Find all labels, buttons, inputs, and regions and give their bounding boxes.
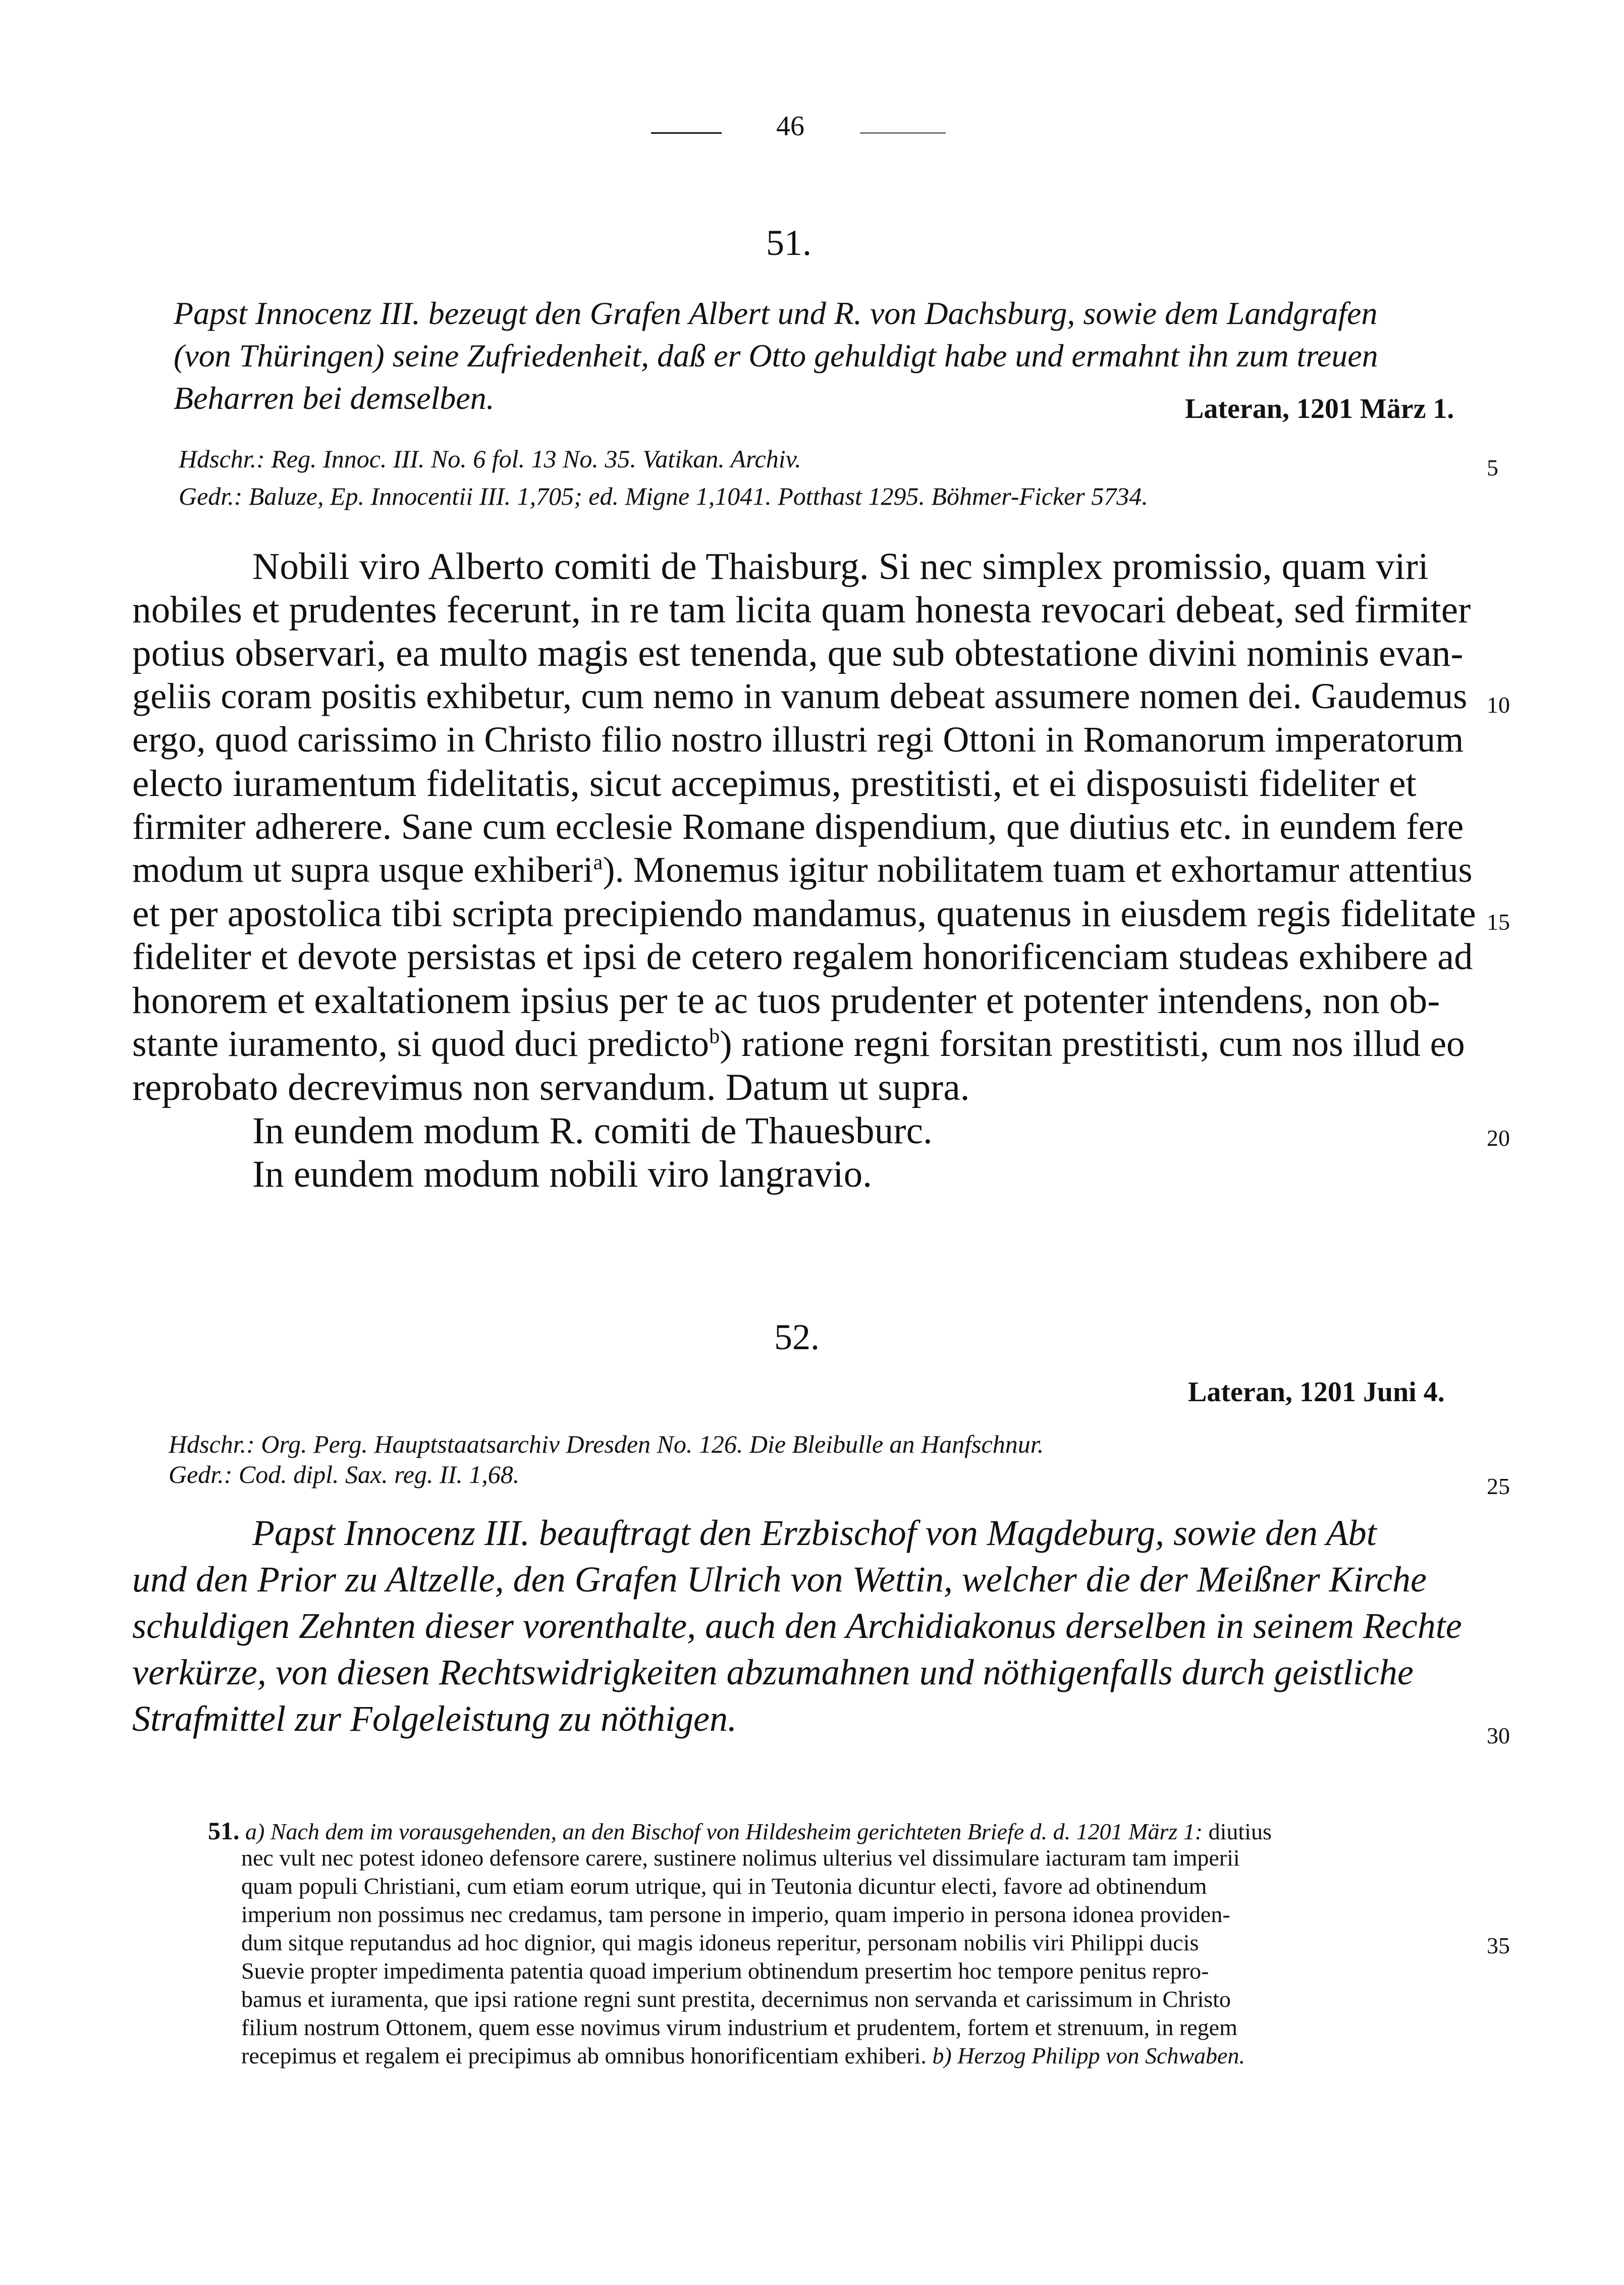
doc51-text-line: fideliter et devote persistas et ipsi de cetero regalem honorificenciam studeas exhibere ad <box>132 936 1473 978</box>
doc51-text-line: honorem et exaltationem ipsius per te ac tuos prudenter et potenter intendens, non ob- <box>132 980 1440 1022</box>
footnote-line: nec vult nec potest idoneo defensore carere, sustinere nolimus ulterius vel dissimulare iacturam tam imperii <box>241 1845 1240 1871</box>
doc52-summary-line: und den Prior zu Altzelle, den Grafen Ulrich von Wettin, welcher die der Meißner Kirche <box>132 1559 1427 1600</box>
doc52-manuscript-ref: Hdschr.: Org. Perg. Hauptstaatsarchiv Dresden No. 126. Die Bleibulle an Hanfschnur. <box>169 1430 1044 1458</box>
doc51-text-line: potius observari, ea multo magis est tenenda, que sub obtestatione divini nominis evan- <box>132 632 1464 674</box>
doc51-text-line: In eundem modum R. comiti de Thauesburc. <box>252 1110 933 1152</box>
doc51-text-line: et per apostolica tibi scripta precipiendo mandamus, quatenus in eiusdem regis fidelitate <box>132 893 1476 935</box>
footnote-line: imperium non possimus nec credamus, tam persone in imperio, quam imperio in persona idonea providen- <box>241 1901 1230 1927</box>
doc51-text-line: Nobili viro Alberto comiti de Thaisburg. Si nec simplex promissio, quam viri <box>252 546 1429 588</box>
line-number: 35 <box>1487 1933 1510 1958</box>
doc51-text-line: firmiter adherere. Sane cum ecclesie Romane dispendium, que diutius etc. in eundem fere <box>132 806 1464 847</box>
doc52-summary-line: Papst Innocenz III. beauftragt den Erzbischof von Magdeburg, sowie den Abt <box>252 1513 1377 1553</box>
doc52-summary-line: verkürze, von diesen Rechtswidrigkeiten abzumahnen und nöthigenfalls durch geistliche <box>132 1652 1414 1692</box>
header-rule-left <box>651 132 722 134</box>
footnote-line: filium nostrum Ottonem, quem esse novimus virum industrium et prudentem, fortem et strenuum, in regem <box>241 2014 1237 2040</box>
doc52-place-date: Lateran, 1201 Juni 4. <box>1188 1376 1445 1408</box>
doc51-print-ref: Gedr.: Baluze, Ep. Innocentii III. 1,705; ed. Migne 1,1041. Potthast 1295. Böhmer-Ficker 5734. <box>179 482 1148 510</box>
line-number: 10 <box>1487 692 1510 718</box>
line-number: 30 <box>1487 1723 1510 1748</box>
doc51-summary-line: Papst Innocenz III. bezeugt den Grafen Albert und R. von Dachsburg, sowie dem Landgrafen <box>174 295 1378 331</box>
footnote-line: 51. a) Nach dem im vorausgehenden, an den Bischof von Hildesheim gerichteten Briefe d. d. 1201 März 1: diutius <box>208 1817 1272 1845</box>
footnote-line: Suevie propter impedimenta patentia quoad imperium obtinendum presertim hoc tempore penitus repro- <box>241 1958 1209 1984</box>
doc51-text-line: In eundem modum nobili viro langravio. <box>252 1153 873 1195</box>
header-rule-right <box>860 132 946 134</box>
footnote-label: 51. <box>208 1817 240 1845</box>
doc51-text-line: electo iuramentum fidelitatis, sicut accepimus, prestitisti, et ei disposuisti fideliter et <box>132 763 1417 805</box>
doc51-summary-line: (von Thüringen) seine Zufriedenheit, daß er Otto gehuldigt habe und ermahnt ihn zum treuen <box>174 338 1378 374</box>
doc51-text-line: stante iuramento, si quod duci predicto$^b$) ratione regni forsitan prestitisti, cum nos illud eo <box>132 1023 1465 1064</box>
doc51-manuscript-ref: Hdschr.: Reg. Innoc. III. No. 6 fol. 13 No. 35. Vatikan. Archiv. <box>179 445 801 473</box>
line-number: 15 <box>1487 909 1510 935</box>
doc51-text-line: geliis coram positis exhibetur, cum nemo in vanum debeat assumere nomen dei. Gaudemus <box>132 676 1468 716</box>
doc51-text-line: ergo, quod carissimo in Christo filio nostro illustri regi Ottoni in Romanorum imperatorum <box>132 719 1464 760</box>
line-number: 5 <box>1487 455 1498 481</box>
footnote-mark-a: a <box>593 851 603 874</box>
footnote-line: recepimus et regalem ei precipimus ab omnibus honorificentiam exhiberi. b) Herzog Philipp von Schwaben. <box>241 2043 1245 2068</box>
doc52-summary-line: schuldigen Zehnten dieser vorenthalte, auch den Archidiakonus derselben in seinem Rechte <box>132 1606 1462 1646</box>
doc52-print-ref: Gedr.: Cod. dipl. Sax. reg. II. 1,68. <box>169 1460 520 1489</box>
line-number: 25 <box>1487 1473 1510 1499</box>
footnote-line: dum sitque reputandus ad hoc dignior, qui magis idoneus reperitur, personam nobilis viri Philippi ducis <box>241 1930 1199 1955</box>
footnote-mark-b: b <box>709 1025 720 1048</box>
doc52-summary-line: Strafmittel zur Folgeleistung zu nöthigen. <box>132 1698 737 1739</box>
doc51-place-date: Lateran, 1201 März 1. <box>1185 393 1454 424</box>
line-number: 20 <box>1487 1125 1510 1151</box>
doc51-text-line: reprobato decrevimus non servandum. Datum ut supra. <box>132 1067 970 1108</box>
doc51-text-line: modum ut supra usque exhiberi$^a$). Monemus igitur nobilitatem tuam et exhortamur attentius <box>132 849 1473 890</box>
doc52-number: 52. <box>774 1317 820 1357</box>
page-number: 46 <box>776 111 804 142</box>
doc51-number: 51. <box>766 223 811 263</box>
footnote-line: bamus et iuramenta, que ipsi ratione regni sunt prestita, decernimus non servanda et carissimum in Christo <box>241 1986 1231 2012</box>
footnote-line: quam populi Christiani, cum etiam eorum utrique, qui in Teutonia dicuntur electi, favore ad obtinendum <box>241 1873 1207 1899</box>
doc51-text-line: nobiles et prudentes fecerunt, in re tam licita quam honesta revocari debeat, sed firmiter <box>132 589 1471 631</box>
doc51-summary-line: Beharren bei demselben. <box>174 380 495 416</box>
